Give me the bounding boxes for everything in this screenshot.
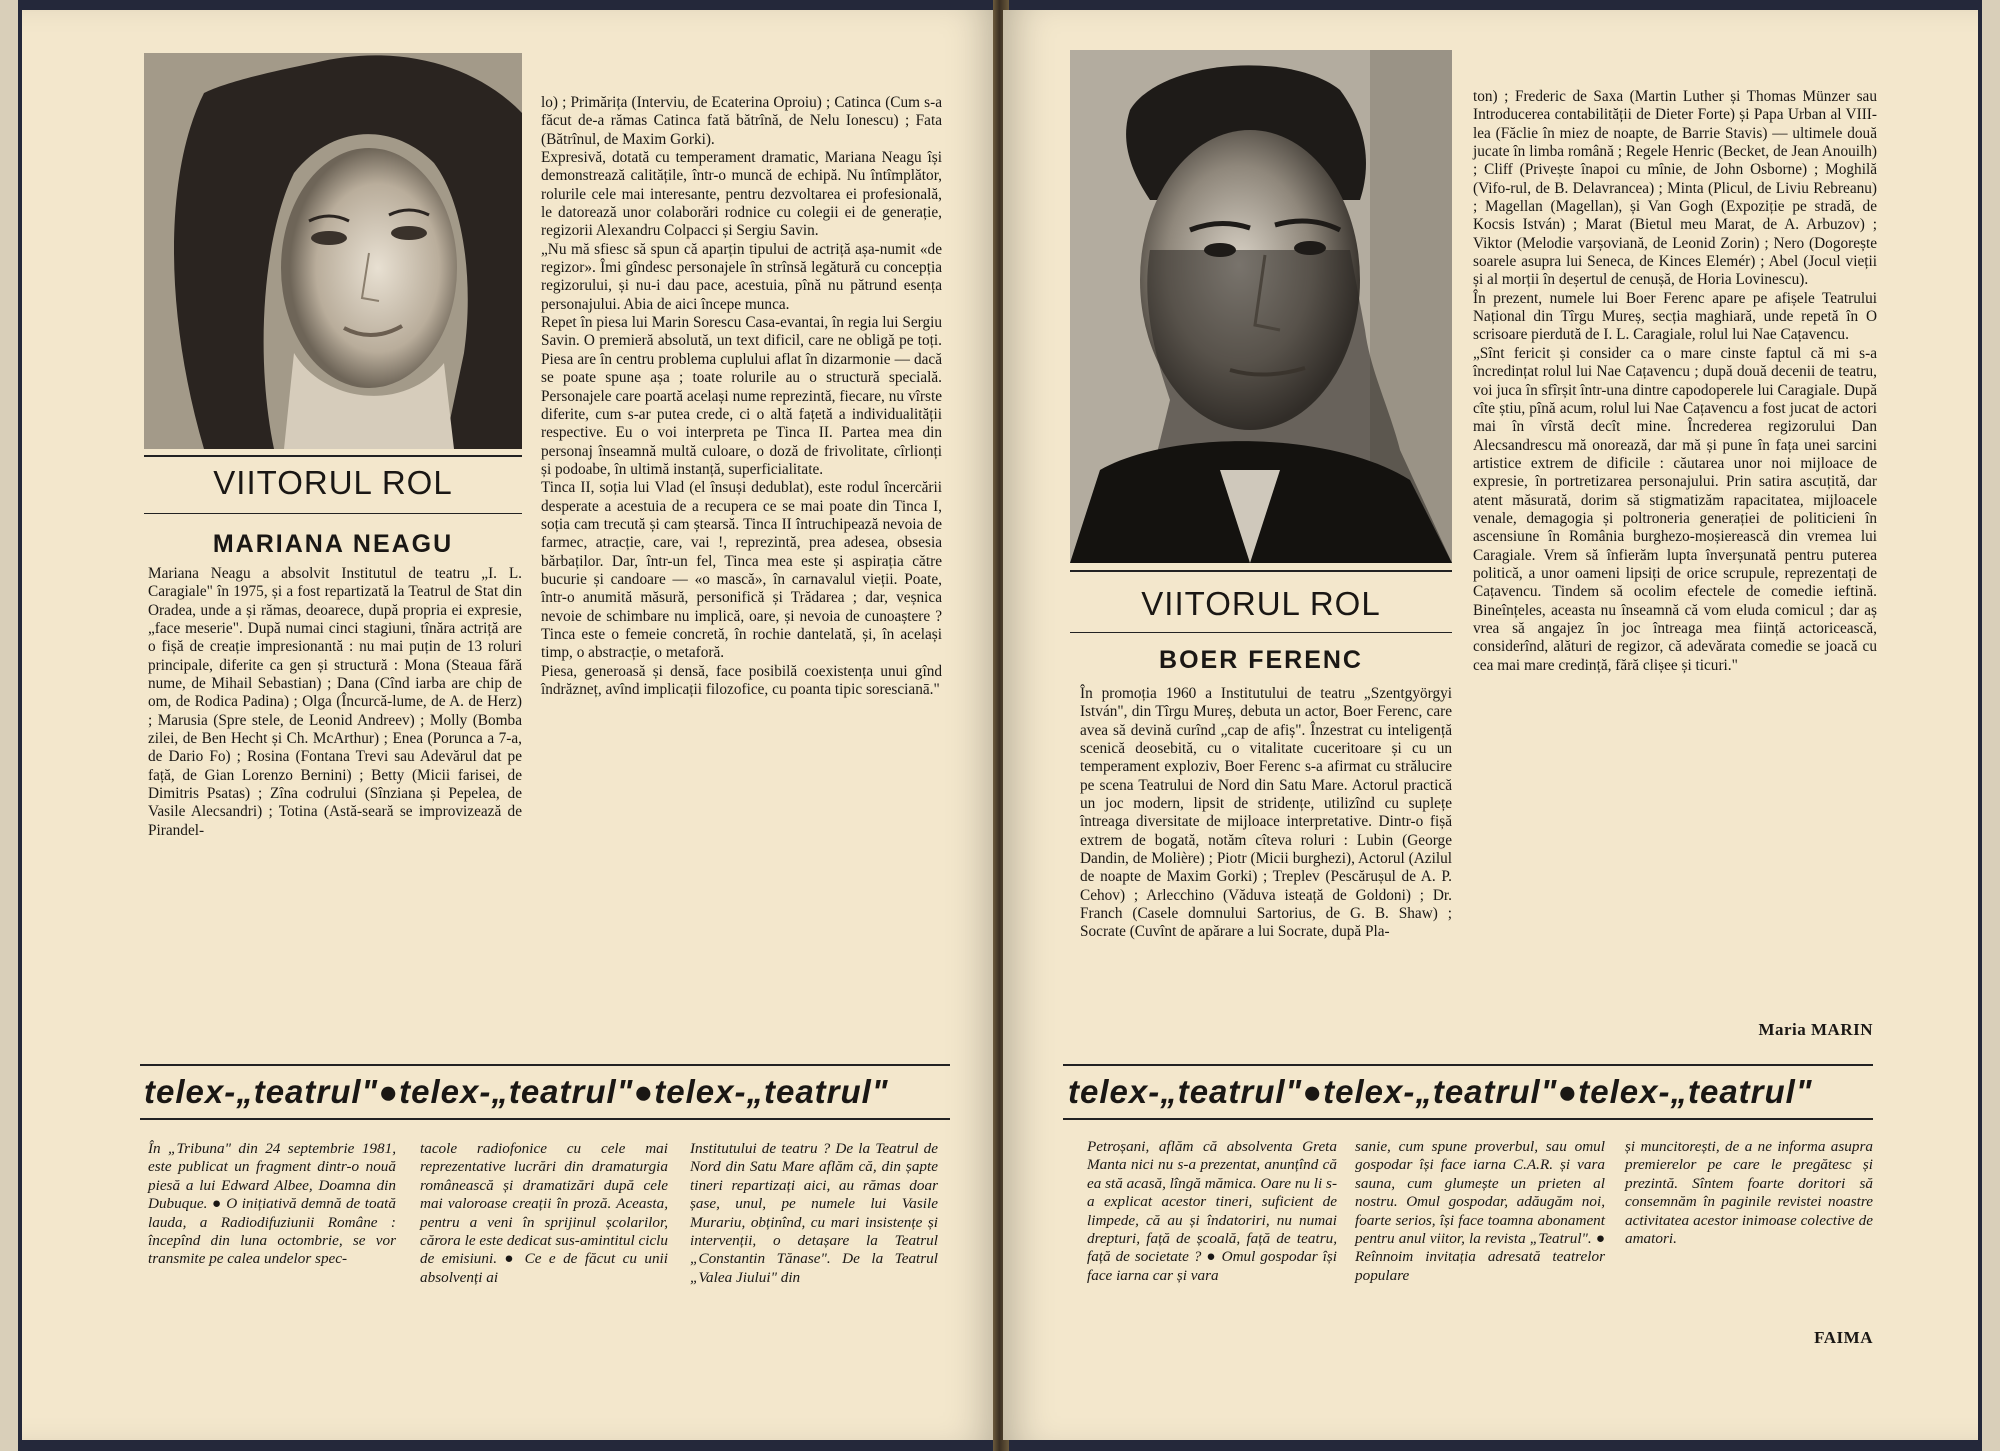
article-column-1: În promoția 1960 a Institutului de teatru „Szentgyörgyi István", din Tîrgu Mureș, debuta un actor, Boer Ferenc, care avea să devină curînd „cap de afiș". Înzestrat cu inteligență scenică deosebită, cu o vitalitate cuceritoare și cu un temperament exploziv, Boer Ferenc s-a afirmat cu strălucire pe scena Teatrului de Nord din Satu Mare. Actorul practică un joc modern, lipsit de stridențe, utilizînd cu suplețe întreaga diversitate de mijloace interpretative. Dintr-o fișă extrem de bogată, notăm cîteva roluri : Lubin (George Dandin, de Molière) ; Piotr (Micii burghezi), Actorul (Azilul de noapte de Maxim Gorki) ; Treplev (Pescărușul de A. P. Cehov) ; Arlecchino (Văduva isteață de Goldoni) ; Dr. Franch (Casele domnului Sartorius, de G. B. Shaw) ; Socrate (Cuvînt de apărare a lui Socrate, după Pla- [1080,685,1452,941]
book-edge-left [0,0,18,1451]
telex-banner: telex-„teatrul"●telex-„teatrul"●telex-„teatrul" [144,1073,889,1110]
author-signature: Maria MARIN [1758,1020,1873,1039]
article-column-2: ton) ; Frederic de Saxa (Martin Luther și Thomas Münzer sau Introducerea contabilității de Dieter Forte) și Papa Urban al VIII-lea (Făclie în miez de noapte, de Barrie Stavis) — ultimele două jucate în limba română ; Regele Henric (Becket, de Jean Anouilh) ; Cliff (Privește înapoi cu mînie, de John Osborne) ; Moghilă (Vifo-rul, de B. Delavrancea) ; Minta (Plicul, de Liviu Rebreanu) ; Magellan (Magellan), și Van Gogh (Expoziție pe stradă, de Kocsis István) ; Marat (Bietul meu Marat, de A. Arbuzov) ; Viktor (Melodie varșoviană, de Leonid Zorin) ; Nero (Dogorește soarele asupra lui Seneca, de Kinces Elemér) ; Abel (Jocul vieții și al morții în deșertul de cenușă, de Horia Lovinescu). În prezent, numele lui Boer Ferenc apare pe afișele Teatrului Național din Tîrgu Mureș, secția maghiară, unde repetă în O scrisoare pierdută de I. L. Caragiale, rolul lui Nae Cațavencu. „Sînt fericit și consider ca o mare cinste faptul că mi s-a încredințat rolul lui Nae Cațavencu ; după două decenii de teatru, voi juca în sfîrșit într-una dintre capodoperele lui Caragiale. După cîte știu, pînă acum, rolul lui Nae Cațavencu a fost jucat de actori mai în vîrstă decît mine. Încrederea regizorului Dan Alecsandrescu mă onorează, dar mă și pune în fața unei sarcini artistice extrem de dificile : căutarea unor noi mijloace de expresie, în portretizarea personajului. Prin satira ascuțită, dar atent măsurată, dorim să stigmatizăm rapacitatea, mijloacele venale, demagogia și poltroneria generației de politicieni în ascensiune în România burghezo-moșierească din vremea lui Caragiale. Vrem să înfierăm lupta înverșunată pentru puterea politică, a unor oameni lipsiți de orice scrupule, reprezentați de Cațavencu. Tindem să ocolim efectele de comedie ieftină. Bineînțeles, aceasta nu înseamnă că vom eluda comicul ; dar aș vrea să angajez în joc întreaga mea ființă actoricească, considerînd, alături de regizor, că adevărata comedie se joacă cu cea mai mare credință, fără clișee și ticuri." [1473,88,1877,674]
section-heading: VIITORUL ROL [1141,585,1381,622]
telex-column-1: Petroșani, aflăm că absolventa Greta Manta nici nu s-a prezentat, anunțînd că ea stă acasă, lîngă mămica. Oare nu li s-a explicat acestor tineri, suficient de limpede, că au și îndatoriri, nu numai drepturi, față de școală, față de teatru, față de societate ? ● Omul gospodar își face iarna car și vara [1087,1138,1338,1284]
actor-name: BOER FERENC [1159,646,1363,674]
portrait-image [1070,50,1452,563]
book-edge-right [1982,0,2000,1451]
telex-column-3: și muncitorești, de a ne informa asupra premierelor pe care le pregătesc și prezintă. Sîntem foarte doritori să consemnăm în paginile revistei noastre activitatea acestor inimoase colective de amatori. [1625,1138,1873,1248]
telex-rule-top [140,1064,950,1066]
telex-column-2: tacole radiofonice cu cele mai reprezentative lucrări din dramaturgia românească și dramatizări după cele mai valoroase creații în proză. Aceasta, pentru a veni în sprijinul școlarilor, cărora le este dedicat sus-amintitul ciclu de emisiuni. ● Ce e de făcut cu unii absolvenți ai [420,1140,668,1286]
telex-rule-top [1063,1064,1873,1066]
portrait-image [144,53,522,449]
photo-mariana-neagu [144,53,522,449]
left-page [22,10,997,1440]
right-page [1003,10,1978,1440]
actor-name: MARIANA NEAGU [212,530,454,558]
telex-column-2: sanie, cum spune proverbul, sau omul gospodar își face iarna C.A.R. și vara sauna, cum glumește un prieten al nostru. Omul gospodar, adăugăm noi, foarte serios, își face toamna abonament pentru anul viitor, la revista „Teatrul". ● Reînnoim invitația adresată teatrelor populare [1355,1138,1605,1284]
article-column-2: lo) ; Primărița (Interviu, de Ecaterina Oproiu) ; Catinca (Cum s-a făcut de-a rămas Catinca fată bătrînă, de Nelu Ionescu) ; Fata (Bătrînul, de Maxim Gorki). Expresivă, dotată cu temperament dramatic, Mariana Neagu își demonstrează calitățile, într-o muncă de echipă. Nu întîmplător, rolurile cele mai interesante, pentru dezvoltarea ei profesională, le datorează unor colaborări rodnice cu colegii ei de generație, regizorii Alexandru Colpacci și Sergiu Savin. „Nu mă sfiesc să spun că aparțin tipului de actriță așa-numit «de regizor». Îmi gîndesc personajele în strînsă legătură cu concepția regizorului, și nu-i dau pace, acestuia, pînă nu pătrund esența personajului. Abia de aici începe munca. Repet în piesa lui Marin Sorescu Casa-evantai, în regia lui Sergiu Savin. O premieră absolută, un text dificil, care ne obligă pe toți. Piesa are în centru problema cuplului aflat în dizarmonie — dacă se poate spune așa ; toate rolurile au o structură specială. Personajele care poartă același nume reprezintă, fiecare, nu vîrste diferite, cum s-ar putea crede, ci o altă fațetă a individualității respective. Eu o voi interpreta pe Tinca II. Partea mea din personaj înseamnă multă culoare, o doză de frivolitate, cîrlionți și podoabe, în ultimă instanță, superficialitate. Tinca II, soția lui Vlad (el însuși dedublat), este rodul încercării desperate a acestuia de a recupera ce se mai poate din Tinca I, soția cam trecută și cam ștearsă. Tinca II întruchipează nevoia de farmec, atracție, care, vai !, reprezintă, prea adesea, obsesia bărbaților. Dar, într-un fel, Tinca mea este și aspirația către bucurie și candoare — «o mască», în carnavalul vieții. Poate, într-o anumită măsură, personifică și Trădarea ; dar, veșnica nevoie de schimbare nu implică, oare, și nevoia de cunoaștere ? Tinca este o femeie concretă, în rochie dantelată, și, în același timp, o abstracție, o metaforă. Piesa, generoasă și densă, face posibilă coexistența unui gînd îndrăzneț, avînd implicații filozofice, cu poanta tipic sorescianā." [541,94,942,698]
telex-rule-bottom [140,1118,950,1120]
heading-rule-top [144,455,522,457]
heading-rule-bottom [1070,632,1452,633]
heading-rule-bottom [144,513,522,514]
heading-rule-top [1070,570,1452,572]
section-heading: VIITORUL ROL [213,464,453,501]
telex-column-1: În „Tribuna" din 24 septembrie 1981, este publicat un fragment dintr-o nouă piesă a lui Edward Albee, Doamna din Dubuque. ● O inițiativă demnă de toată lauda, a Radiodifuziunii Române : începînd din luna octombrie, se vor transmite pe calea undelor spec- [148,1140,396,1268]
telex-signature: FAIMA [1814,1328,1873,1347]
photo-boer-ferenc [1070,50,1452,563]
telex-banner: telex-„teatrul"●telex-„teatrul"●telex-„teatrul" [1068,1073,1813,1110]
telex-rule-bottom [1063,1118,1873,1120]
article-column-1: Mariana Neagu a absolvit Institutul de teatru „I. L. Caragiale" în 1975, și a fost repartizată la Teatrul de Stat din Oradea, unde a și rămas, deoarece, după propria ei expresie, „face meserie". După numai cinci stagiuni, tînăra actriță are o fișă de creație impresionantă : nu mai puțin de 13 roluri principale, diferite ca gen și structură : Mona (Steaua fără nume, de Mihail Sebastian) ; Dana (Cînd iarba are chip de om, de Rodica Padina) ; Olga (Încurcă-lume, de A. de Herz) ; Marusia (Spre stele, de Leonid Andreev) ; Molly (Bomba zilei, de Ben Hecht și Ch. McArthur) ; Enea (Porunca a 7-a, de Dario Fo) ; Rosina (Fontana Trevi sau Adevărul dat pe față, de Gian Lorenzo Bernini) ; Betty (Micii farisei, de Dimitris Psatas) ; Zîna codrului (Sînziana și Pepelea, de Vasile Alecsandri) ; Totina (Astă-seară se improvizează de Pirandel- [148,565,522,839]
telex-column-3: Institutului de teatru ? De la Teatrul de Nord din Satu Mare aflăm că, din șapte tineri repartizați aici, au rămas doar șase, unul, pe numele lui Vasile Murariu, obținînd, cu mari insistențe și intervenții, o detașare la Teatrul „Constantin Tănase". De la Teatrul „Valea Jiului" din [690,1140,938,1286]
